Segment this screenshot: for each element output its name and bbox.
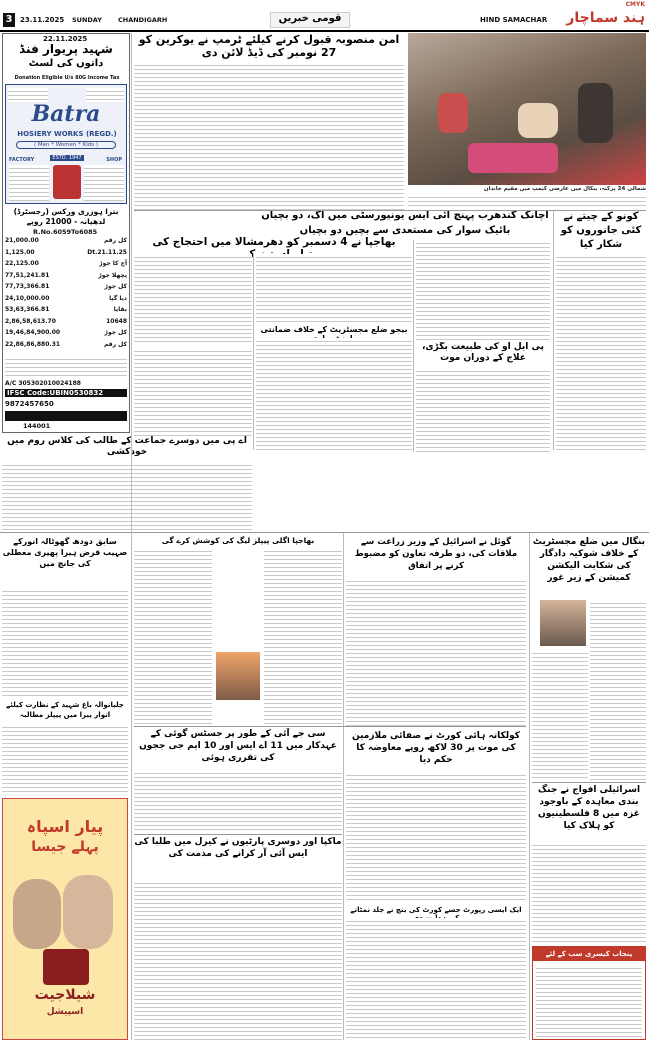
table-row: 21,000.00 کل رقم	[5, 237, 127, 244]
photo-caption: شمالی 24 پرگنہ، بنگال میں عارضی کیمپ میں مقیم خاندان	[483, 186, 646, 192]
donor-amount: لدھیانہ - 21000 روپے	[26, 217, 106, 226]
top-headline: امن منصوبہ قبول کرنے کیلئے ٹرمپ نے یوکرین کو 27 نومبر کی ڈیڈ لائن دی	[138, 33, 400, 59]
kerala-headline: ماکپا اور دوسری پارٹیوں نے کیرل میں طلبا کی ایس آئی آر کرانے کی مذمت کی	[134, 837, 342, 859]
table-row: 24,10,000.00 دیا گیا	[5, 294, 127, 302]
batra-shop: SHOP	[106, 157, 122, 163]
receipt-range: R.No.6059To6085	[33, 228, 98, 236]
ad-product: شیلاجیت	[34, 987, 96, 1003]
donation-title: شہید پریوار فنڈ	[19, 42, 113, 56]
table-row: 2,86,58,613.70 10648	[5, 317, 127, 325]
page-header	[0, 0, 649, 32]
table-row: 77,51,241.81 پچھلا جوڑ	[5, 271, 127, 279]
notice-title: پنجاب کیسری سب کے لئے	[533, 947, 645, 961]
cmyk-mark: CMYK	[625, 1, 645, 8]
table-row: 53,63,366.81 بقایا	[5, 306, 127, 313]
kolkata-hc-headline: کولکاتہ ہائی کورٹ نے صفائی ملازمین کی موت پر 30 لاکھ روپے معاوضہ کا حکم دیا	[351, 731, 521, 765]
table-row: 19,46,84,900.00 کل جوڑ	[5, 329, 127, 336]
shilajit-ad	[2, 798, 128, 1040]
warrant-headline: بیجو ضلع مجسٹریٹ کے خلاف ضمانتی	[260, 325, 408, 334]
news-photo	[408, 33, 646, 185]
paper-logo: ہند سماچار	[566, 10, 645, 26]
ifsc-code: IFSC Code:UBIN0530832	[5, 389, 127, 397]
donation-table	[5, 237, 127, 355]
account-number: A/C 305302010024188	[5, 380, 81, 387]
donation-panel	[2, 33, 130, 433]
cji-headline: سی جے آئی کے طور پر جسٹس گوئی کے عہدکار میں 11 اے ایس اور 10 ایم جی ججوں کی تقرری ہوئی	[139, 729, 337, 763]
batra-tagline: ( Men * Women * Kids )	[16, 141, 116, 149]
paper-name-en: HIND SAMACHAR	[480, 16, 548, 24]
batra-estd: ESTD. 1947	[50, 155, 84, 161]
health-headline: پی ایل او کی طبیعت بگڑی، علاج کے دوران موت	[422, 342, 544, 363]
batra-ad	[5, 84, 127, 204]
section-title: قومی خبریں	[270, 12, 350, 28]
ad-line2: پہلے جیسا	[31, 839, 99, 855]
phone-number: 9872457650	[5, 400, 54, 408]
ap-headline: اے پی میں دوسرے جماعت کے طالب کی کلاس روم میں خودکشی	[7, 436, 247, 457]
pin-code: 144001	[23, 422, 51, 430]
issue-city: CHANDIGARH	[118, 16, 168, 24]
bengal-headline: بنگال میں ضلع مجسٹریٹ کے خلاف شوکیہ دادگار کی شکایت الیکشن کمیشن کے زیر غور	[532, 537, 646, 583]
table-row: 22,125.00 آج کا جوڑ	[5, 260, 127, 267]
table-row: 77,73,366.81 کل جوڑ	[5, 283, 127, 290]
table-row: 1,125.00 Dt.21.11.25	[5, 248, 127, 256]
mid-top-headline: اچانک گندھرب پہنچ آئی ایس یونیورسٹی میں آگ، دو بچیاں	[261, 210, 549, 221]
donation-subtitle: داتوں کی لسٹ	[28, 58, 104, 69]
ad-product-sub: اسپیشل	[46, 1007, 84, 1017]
donation-date: 22.11.2025	[43, 35, 88, 43]
batra-subtitle: HOSIERY WORKS (REGD.)	[17, 130, 117, 138]
politician-photo	[216, 652, 260, 700]
bjp-kolkata-headline: بھاجپا اگلی پیپلز لیگ کی کوشش کرے گی	[161, 536, 315, 545]
bottom-left-headline: جلیانوالہ باغ شہید کے نظارت کیلئے اتوار پیرا میں پیپلز مطالبہ	[6, 701, 124, 719]
table-row: 22,86,86,880.31 کل رقم	[5, 340, 127, 348]
israel-gaza-headline: اسرائیلی افواج نے جنگ بندی معاہدہ کے باوجود غزہ میں 8 فلسطینیوں کو ہلاک کیا	[537, 785, 641, 831]
bengal-photo	[540, 600, 586, 646]
story-right-headline: کونو کے چیتے نے کئی جانوروں کو شکار کیا	[560, 211, 642, 250]
batra-logo: Batra	[31, 101, 101, 127]
notice-box	[532, 946, 646, 1040]
mid-right-headline: بائیک سوار کی مستعدی سے بچیں دو بچیاں	[299, 225, 511, 236]
donation-eligible: Donation Eligible U/s 80G Income Tax	[14, 75, 120, 81]
anna-headline: سابق دودھ گھوٹالہ انورکے صہیب قرض ہیرا پھیری معطلی کی جانچ میں	[2, 537, 128, 568]
donor-name: بترا ہوزری ورکس (رجسٹرڈ)	[13, 207, 119, 216]
page-number: 3	[3, 13, 15, 27]
ad-line1: پیار اسپاہ	[26, 817, 104, 836]
bottom-mid-headline: ایک ایسی رپورٹ جسے کورٹ کی بنچ نے جلد نمٹانے	[350, 906, 522, 914]
israel-agri-headline: گوئل نے اسرائیل کے وزیر زراعت سے ملاقات کی، دو طرفہ تعاون کو مضبوط کرنے پر اتفاق	[354, 537, 518, 571]
mid-banner-headline: بھاجپا نے 4 دسمبر کو دھرمشالا میں احتجاج کی	[152, 236, 396, 248]
issue-day: SUNDAY	[72, 16, 102, 24]
issue-date: 23.11.2025	[20, 16, 65, 24]
batra-factory: FACTORY	[9, 157, 35, 163]
